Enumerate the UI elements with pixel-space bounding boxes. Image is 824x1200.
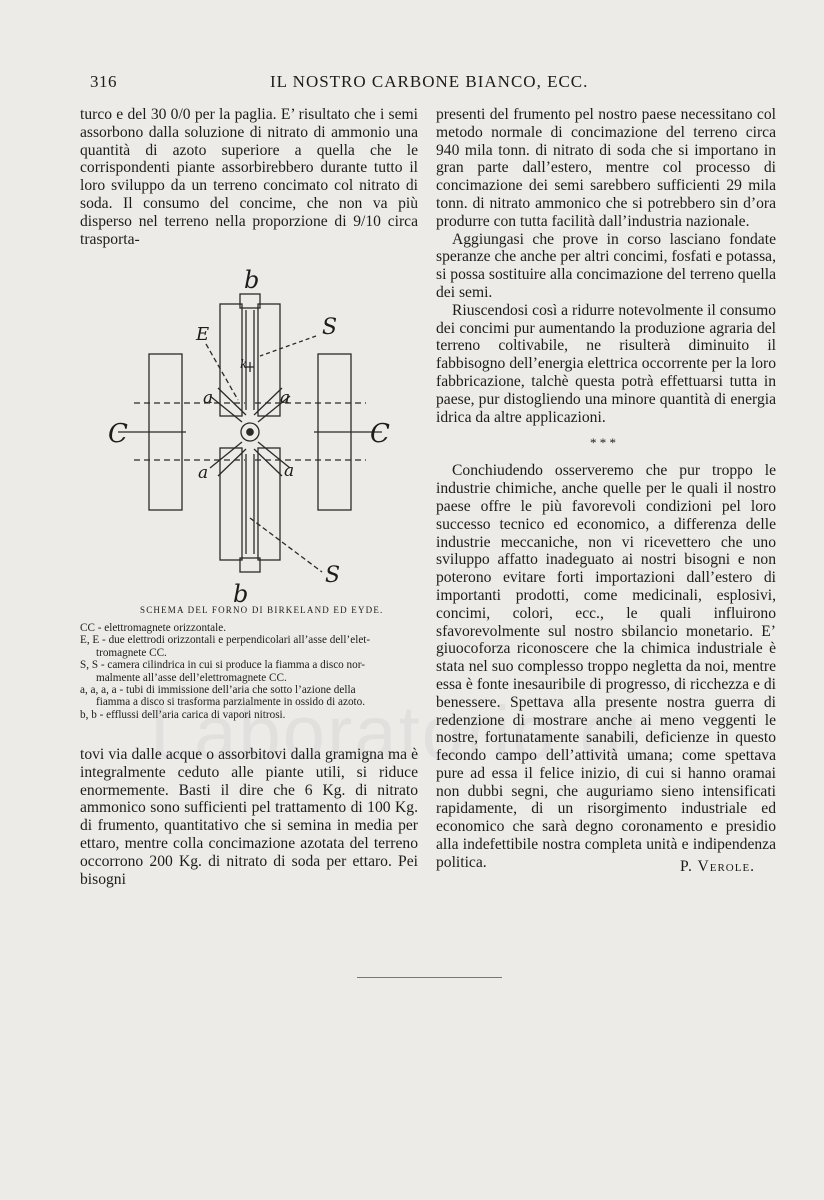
label-S-bottom: S xyxy=(325,563,341,588)
label-a-upper-right: a xyxy=(280,388,291,408)
outlet-top xyxy=(240,294,260,308)
label-k: k xyxy=(240,357,248,371)
chamber-lower-right xyxy=(258,448,280,560)
legend-line: E, E - due elettrodi orizzontali e perpendicolari all’asse dell’elet- xyxy=(80,634,371,647)
paragraph: Riuscendosi così a ridurre notevolmente il consumo dei concimi pur aumentando la produzione agraria del terreno coltivabile, ne risulterà diminuito il fabbisogno dell’energia elettrica occorrente per la loro fabbricazione, talchè questa potrà effettuarsi tutta in paese, pur distogliendo una minore quantità di energia idrica da altre applicazioni. xyxy=(436,301,776,426)
label-E: E xyxy=(196,324,210,345)
label-a-upper-left: a xyxy=(203,388,214,408)
outlet-bottom xyxy=(240,558,260,572)
furnace-diagram xyxy=(100,260,400,605)
running-title: IL NOSTRO CARBONE BIANCO, ECC. xyxy=(270,72,589,91)
label-S-top: S xyxy=(322,315,338,340)
label-a-lower-right: a xyxy=(284,461,295,481)
paragraph: tovi via dalle acque o assorbitovi dalla gramigna ma è integralmente ceduto alle piante utili, si riduce enormemente. Basti il dire che 6 Kg. di nitrato ammonico sono sufficienti pel trattamento di 100 Kg. di frumento, quantitativo che si semina in media per ettaro, mentre colla concimazione azotata del terreno occorrono 200 Kg. di nitrato di soda per ettaro. Pei bisogni xyxy=(80,746,418,888)
legend-line: malmente all’asse dell’elettromagnete CC. xyxy=(96,671,287,684)
chamber-lower-left xyxy=(220,448,242,560)
figure-legend xyxy=(80,622,416,721)
chamber-upper-left xyxy=(220,304,242,416)
label-C-left: C xyxy=(108,419,128,449)
paragraph: Conchiudendo osserveremo che pur troppo le industrie chimiche, anche quelle per le quali il nostro paese offre le più favorevoli condizioni pel loro successo tecnico ed economico, a differenza delle industrie meccaniche, non vi ricevettero che uno sviluppo affatto inadeguato ai nostri bisogni e non poterono evitare forti importazioni dall’estero di importanti prodotti, come medicinali, esplosivi, concimi, colori, ecc., le quali influirono sfavorevolmente sul nostro sbilancio monetario. E’ giuocoforza riconoscere che la chimica industriale è stata nel suo complesso troppo negletta da noi, mentre essa è fonte inesauribile di progresso, di ricchezza e di benessere. Spettava alla presente nostra guerra di redenzione di mostrare anche ai meno veggenti le nostre, fortunatamente sanabili, deficienze in questo fecondo campo dell’attività umana; come spettava pure ad essa il felice inizio, di cui si hanno oramai non dubbi segni, che auguriamo sieno intensificati rapidamente, di un risorgimento industriale ed economico che sarà degno coronamento e presidio alla indefettibile nostra completa unità e indipendenza politica. xyxy=(436,462,776,871)
legend-line: fiamma a disco si trasforma parzialmente in ossido di azoto. xyxy=(96,696,366,709)
label-C-right: C xyxy=(370,419,390,449)
paragraph: presenti del frumento pel nostro paese necessitano col metodo normale di concimazione del terreno circa 940 mila tonn. di nitrato di soda che si importano in gran parte dall’estero, mentre col processo di concimazione dei semi sarebbero sufficienti 29 mila tonn. di nitrato ammonico che si potrebbero sin d’ora produrre con tutta facilità dall’industria nazionale. xyxy=(436,106,776,230)
label-b-top: b xyxy=(244,266,260,294)
legend-line: S, S - camera cilindrica in cui si produce la fiamma a disco nor- xyxy=(80,659,365,672)
legend-line: b, b - efflussi dell’aria carica di vapori nitrosi. xyxy=(80,708,286,721)
author-signature: P. Verole. xyxy=(680,858,756,875)
paragraph: turco e del 30 0/0 per la paglia. E’ risultato che i semi assorbono dalla soluzione di nitrato di ammonio una quantità di azoto superiore a quella che le corrispondenti piante assorbirebbero durante tutto il loro sviluppo da un terreno concimato col nitrato di soda. Il consumo del concime, che non va più disperso nel terreno nella proporzione di 9/10 circa trasporta- xyxy=(80,106,418,248)
label-b-bottom: b xyxy=(233,580,249,605)
chamber-upper-right xyxy=(258,304,280,416)
figure-caption-title: SCHEMA DEL FORNO DI BIRKELAND ED EYDE. xyxy=(140,605,384,615)
left-column-top xyxy=(80,106,418,248)
legend-line: a, a, a, a - tubi di immissione dell’aria che sotto l’azione della xyxy=(80,684,356,697)
legend-line: tromagnete CC. xyxy=(96,646,167,659)
right-column xyxy=(436,106,776,872)
label-a-lower-left: a xyxy=(198,463,209,483)
left-column-bottom xyxy=(80,746,418,888)
section-asterism: * * * xyxy=(590,435,616,450)
end-rule xyxy=(357,977,502,978)
legend-line: CC - elettromagnete orizzontale. xyxy=(80,622,227,634)
page-number: 316 xyxy=(90,72,117,91)
paragraph: Aggiungasi che prove in corso lasciano fondate speranze che anche per altri concimi, fosfati e potassa, si possa sostituire alla concimazione del terreno quella dei semi. xyxy=(436,230,776,301)
